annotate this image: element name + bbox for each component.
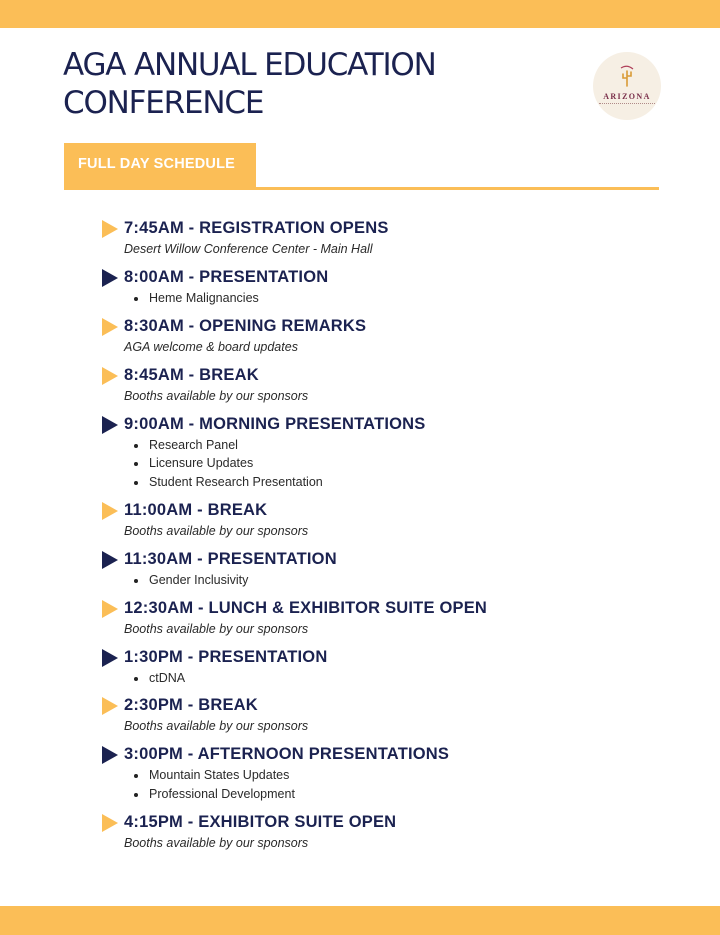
schedule-entry	[102, 217, 672, 259]
schedule-entry	[102, 315, 672, 357]
schedule-note: Booths available by our sponsors	[124, 719, 309, 734]
schedule-time-title: 2:30PM - BREAK	[124, 696, 258, 715]
logo-subline	[599, 103, 655, 106]
title-line-1: AGA ANNUAL EDUCATION	[63, 47, 436, 83]
schedule-time-title: 12:30AM - LUNCH & EXHIBITOR SUITE OPEN	[124, 598, 488, 617]
play-arrow-icon	[102, 697, 118, 715]
play-arrow-icon	[102, 416, 118, 434]
schedule-bullet-item: Gender Inclusivity	[124, 571, 672, 590]
schedule-entry	[102, 646, 672, 688]
schedule-entry	[102, 413, 672, 492]
play-arrow-icon	[102, 814, 118, 832]
schedule-entry-header	[102, 743, 672, 765]
schedule-time-title: 1:30PM - PRESENTATION	[124, 647, 328, 666]
schedule-bullet-list	[124, 669, 672, 688]
schedule-note: Booths available by our sponsors	[124, 835, 309, 850]
page-title	[63, 46, 563, 122]
play-arrow-icon	[102, 220, 118, 238]
schedule-note: Booths available by our sponsors	[124, 621, 309, 636]
cactus-icon	[617, 65, 637, 87]
section-tab	[64, 143, 256, 189]
schedule-bullet-item: Mountain States Updates	[124, 766, 672, 785]
play-arrow-icon	[102, 551, 118, 569]
top-accent-band	[0, 0, 720, 28]
section-rule	[64, 187, 659, 190]
schedule-time-title: 11:00AM - BREAK	[124, 500, 268, 519]
schedule-entry	[102, 548, 672, 590]
schedule-note: Desert Willow Conference Center - Main Hall	[124, 242, 373, 256]
bottom-accent-band	[0, 906, 720, 935]
schedule-bullet-item: Heme Malignancies	[124, 289, 672, 308]
schedule-bullet-item: Licensure Updates	[124, 454, 672, 473]
schedule-entry-header	[102, 694, 672, 716]
schedule-entry-header	[102, 315, 672, 337]
schedule-time-title: 8:30AM - OPENING REMARKS	[124, 316, 367, 335]
schedule-entry-header	[102, 413, 672, 435]
schedule-entry	[102, 694, 672, 736]
schedule-time-title: 4:15PM - EXHIBITOR SUITE OPEN	[124, 812, 397, 831]
play-arrow-icon	[102, 746, 118, 764]
schedule-note: Booths available by our sponsors	[124, 388, 309, 403]
arizona-logo	[593, 52, 661, 120]
section-label: FULL DAY SCHEDULE	[78, 156, 236, 172]
schedule-bullet-list	[124, 766, 672, 803]
schedule-time-title: 3:00PM - AFTERNOON PRESENTATIONS	[124, 745, 450, 764]
schedule-time-title: 8:45AM - BREAK	[124, 365, 259, 384]
schedule-bullet-item: Professional Development	[124, 785, 672, 804]
schedule-entry	[102, 811, 672, 853]
schedule-entry-header	[102, 266, 672, 288]
schedule-entry-header	[102, 217, 672, 239]
title-line-2: CONFERENCE	[63, 85, 264, 121]
play-arrow-icon	[102, 600, 118, 618]
logo-text: ARIZONA	[603, 92, 651, 101]
schedule-entry	[102, 266, 672, 308]
play-arrow-icon	[102, 649, 118, 667]
schedule-bullet-list	[124, 571, 672, 590]
schedule-time-title: 9:00AM - MORNING PRESENTATIONS	[124, 414, 426, 433]
play-arrow-icon	[102, 318, 118, 336]
schedule-entry-header	[102, 811, 672, 833]
schedule-bullet-list	[124, 436, 672, 492]
schedule-note: Booths available by our sponsors	[124, 523, 309, 538]
schedule-time-title: 7:45AM - REGISTRATION OPENS	[124, 219, 389, 237]
schedule-entry-header	[102, 364, 672, 386]
schedule-entry-header	[102, 646, 672, 668]
schedule-bullet-item: Research Panel	[124, 436, 672, 455]
schedule-bullet-item: ctDNA	[124, 669, 672, 688]
schedule-time-title: 8:00AM - PRESENTATION	[124, 268, 329, 286]
play-arrow-icon	[102, 502, 118, 520]
schedule-time-title: 11:30AM - PRESENTATION	[124, 549, 337, 568]
schedule-entry	[102, 597, 672, 639]
schedule-entry-header	[102, 548, 672, 570]
schedule-bullet-list	[124, 289, 672, 308]
schedule-entry-header	[102, 499, 672, 521]
schedule-list	[102, 217, 672, 860]
schedule-entry-header	[102, 597, 672, 619]
play-arrow-icon	[102, 269, 118, 287]
play-arrow-icon	[102, 367, 118, 385]
schedule-bullet-item: Student Research Presentation	[124, 473, 672, 492]
schedule-entry	[102, 499, 672, 541]
schedule-entry	[102, 743, 672, 803]
schedule-entry	[102, 364, 672, 406]
schedule-note: AGA welcome & board updates	[124, 339, 298, 354]
